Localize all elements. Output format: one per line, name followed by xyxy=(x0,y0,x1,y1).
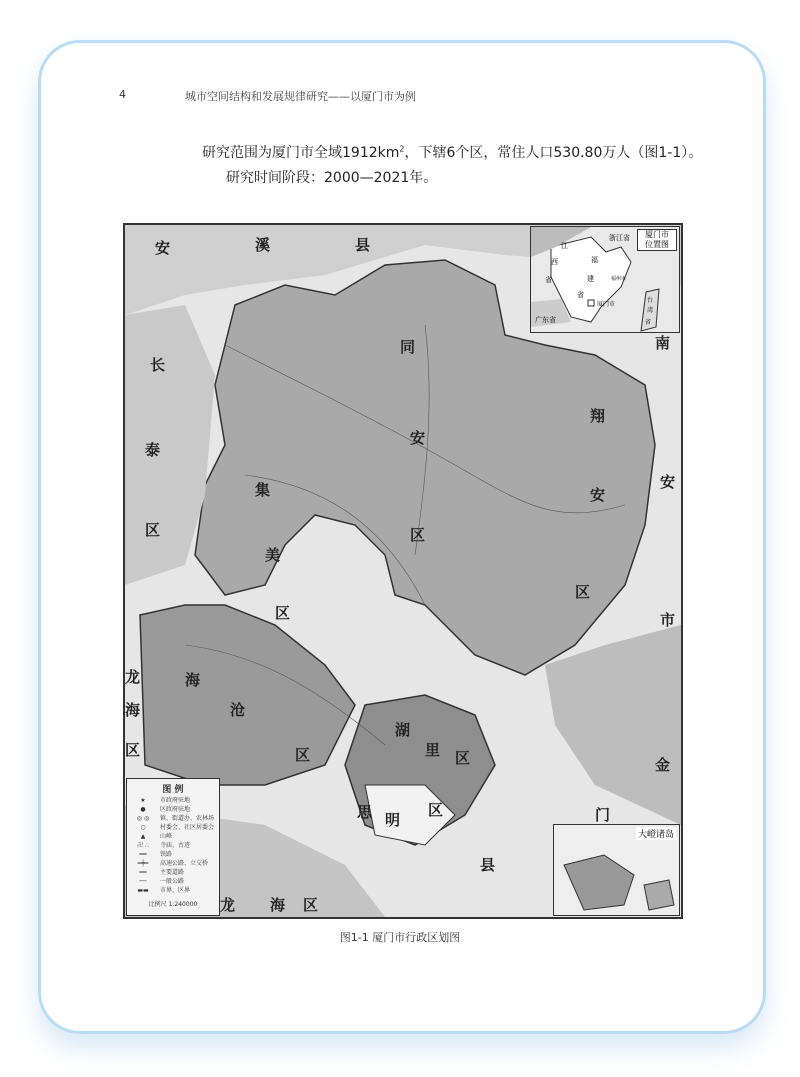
legend-item: 市界、区界 xyxy=(160,887,191,894)
small-circle-icon: ○ xyxy=(140,824,146,831)
paragraph-scope xyxy=(202,142,702,162)
label-changtai: 长 xyxy=(150,356,166,374)
legend-row xyxy=(130,815,216,823)
map-scale: 比例尺 1:240000 xyxy=(148,901,198,908)
boundary-icon: ▬▬ xyxy=(137,887,149,894)
legend-item: 主要道路 xyxy=(160,869,185,876)
label-longhai-south: 龙 xyxy=(220,896,236,914)
dadeng-title: 大嶝诸岛 xyxy=(636,827,676,840)
xiamen-district-map xyxy=(123,223,683,919)
label-fujian: 省 xyxy=(577,291,584,299)
legend-item: 镇、街道办、农林场 xyxy=(160,815,215,822)
paragraph-period: 研究时间阶段：2000—2021年。 xyxy=(226,170,438,186)
main-road-icon: ══ xyxy=(139,869,147,876)
legend-row xyxy=(130,797,216,805)
dot-icon: ● xyxy=(140,806,146,813)
label-siming: 区 xyxy=(428,801,444,819)
label-taiwan: 台 xyxy=(647,297,654,304)
label-jiangxi: 省 xyxy=(545,276,552,284)
legend-title: 图 例 xyxy=(162,785,184,795)
label-jimei: 集 xyxy=(255,481,271,499)
superscript: 2 xyxy=(399,144,405,154)
star-icon: ★ xyxy=(140,797,146,804)
railway-icon: ━━ xyxy=(139,851,147,858)
label-haicang: 沧 xyxy=(230,701,246,719)
label-jinmen: 门 xyxy=(595,806,611,824)
label-guangdong: 广东省 xyxy=(535,316,556,324)
label-anxi: 安 xyxy=(155,239,171,257)
label-xiamen: 厦门市 xyxy=(597,301,616,308)
label-longhai: 区 xyxy=(125,741,141,759)
figure-caption: 图1-1 厦门市行政区划图 xyxy=(339,931,461,944)
paragraph-scope-text: 研究范围为厦门市全域1912km xyxy=(202,145,400,161)
legend-item: 山峰 xyxy=(160,833,173,840)
label-tongan: 区 xyxy=(410,526,426,544)
label-huli: 区 xyxy=(455,749,471,767)
label-zhejiang: 浙江省 xyxy=(609,234,630,242)
label-jinmen: 金 xyxy=(655,756,671,774)
map-legend xyxy=(126,778,220,916)
label-siming: 明 xyxy=(385,811,401,829)
legend-item: 村委会、社区居委会 xyxy=(160,824,215,831)
label-changtai: 泰 xyxy=(145,441,161,459)
legend-row xyxy=(130,860,216,868)
mountain-icon: ▲ xyxy=(140,833,146,840)
label-haicang: 区 xyxy=(295,746,311,764)
page-number: 4 xyxy=(119,88,126,101)
legend-item: 市政府驻地 xyxy=(160,797,191,804)
dadeng-inset-map xyxy=(553,824,680,916)
legend-item: 铁路 xyxy=(160,851,173,858)
legend-row xyxy=(130,869,216,877)
label-jimei: 美 xyxy=(265,546,281,564)
label-nanan: 安 xyxy=(660,473,676,491)
road-icon: ── xyxy=(139,878,147,885)
label-changtai: 区 xyxy=(145,521,161,539)
inset-title xyxy=(637,229,677,251)
location-inset-map xyxy=(530,226,680,333)
label-longhai-south: 区 xyxy=(303,896,319,914)
legend-row xyxy=(130,833,216,841)
label-jiangxi: 江 xyxy=(561,242,568,250)
label-huli: 湖 xyxy=(395,721,411,739)
label-fuzhou: 福州市 xyxy=(611,276,627,282)
legend-row xyxy=(130,806,216,814)
circle-icon: ◎ ◎ xyxy=(136,815,150,822)
label-anxi: 县 xyxy=(355,236,371,254)
label-taiwan: 省 xyxy=(645,319,652,326)
label-fujian: 福 xyxy=(591,256,598,264)
label-tongan: 同 xyxy=(400,338,416,356)
label-haicang: 海 xyxy=(185,671,201,689)
label-longhai: 龙 xyxy=(125,668,141,686)
legend-item: 区政府驻地 xyxy=(160,806,191,813)
label-nanan: 市 xyxy=(660,611,676,629)
legend-row xyxy=(130,878,216,886)
label-anxi: 溪 xyxy=(255,236,271,254)
legend-row xyxy=(130,842,216,850)
label-nanan: 南 xyxy=(655,334,671,352)
label-xiangan: 翔 xyxy=(590,407,606,425)
legend-row xyxy=(130,887,216,895)
label-xiangan: 区 xyxy=(575,583,591,601)
running-head: 城市空间结构和发展规律研究——以厦门市为例 xyxy=(185,90,416,103)
legend-item: 一般公路 xyxy=(160,878,185,885)
label-huli: 里 xyxy=(425,741,441,759)
label-jiangxi: 西 xyxy=(551,258,558,266)
inset-title-line2: 位置图 xyxy=(645,240,669,249)
label-jimei: 区 xyxy=(275,604,291,622)
label-tongan: 安 xyxy=(410,429,426,447)
label-xiangan: 安 xyxy=(590,486,606,504)
label-longhai: 海 xyxy=(125,701,141,719)
label-jinmen: 县 xyxy=(480,856,496,874)
legend-item: 寺庙、古迹 xyxy=(160,842,191,849)
legend-item: 高速公路、立交桥 xyxy=(160,860,209,867)
label-taiwan: 湾 xyxy=(647,307,654,314)
paragraph-scope-text-end: ，下辖6个区，常住人口530.80万人（图1-1）。 xyxy=(404,145,703,161)
label-siming: 思 xyxy=(357,803,373,821)
legend-row xyxy=(130,824,216,832)
inset-title-line1: 厦门市 xyxy=(645,230,669,239)
label-longhai-south: 海 xyxy=(270,896,286,914)
legend-row xyxy=(130,851,216,859)
label-fujian: 建 xyxy=(587,275,594,283)
expressway-icon: ═╪═ xyxy=(137,860,149,867)
temple-icon: 卍 ∴ xyxy=(137,842,149,849)
